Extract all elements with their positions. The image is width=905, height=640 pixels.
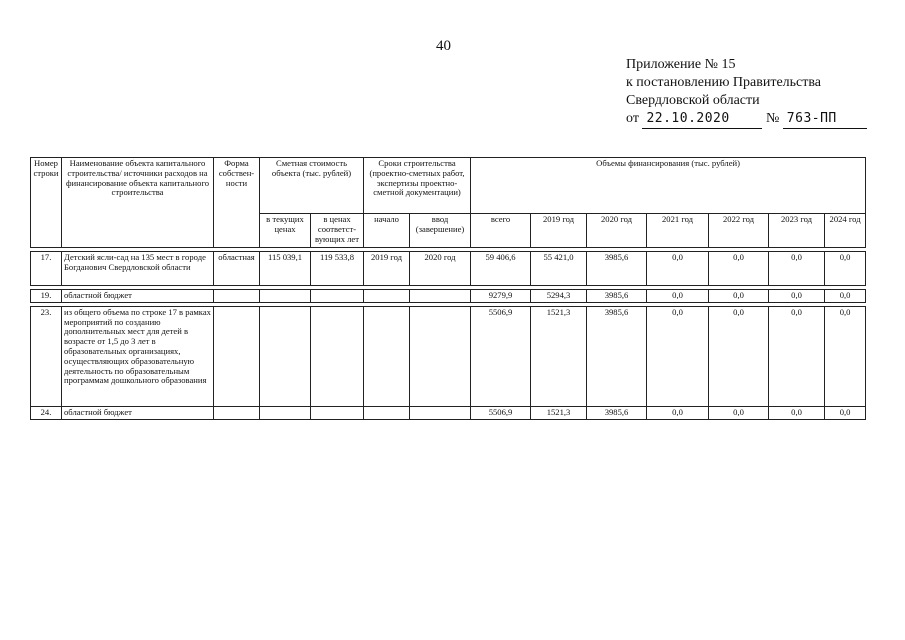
row-2022: 0,0: [709, 406, 769, 419]
row-corresponding-prices: [311, 306, 364, 406]
appendix-title: Приложение № 15: [626, 57, 736, 72]
row-current-prices: [260, 406, 311, 419]
row-ownership: областная: [214, 252, 260, 286]
row-total: 5506,9: [471, 406, 531, 419]
header-object-name: Наименование объекта капитального строительства/ источники расходов на финансирование объекта капитального строительства: [62, 158, 214, 248]
row-2019: 55 421,0: [531, 252, 587, 286]
row-name: Детский ясли-сад на 135 мест в городе Богданович Свердловской области: [62, 252, 214, 286]
row-2020: 3985,6: [587, 252, 647, 286]
row-2020: 3985,6: [587, 290, 647, 303]
row-start: [364, 290, 410, 303]
row-current-prices: [260, 306, 311, 406]
header-completion: ввод (завершение): [410, 214, 471, 248]
header-2024: 2024 год: [825, 214, 866, 248]
row-total: 9279,9: [471, 290, 531, 303]
header-estimated-cost: Сметная стоимость объекта (тыс. рублей): [260, 158, 364, 214]
row-start: [364, 406, 410, 419]
row-name: областной бюджет: [62, 406, 214, 419]
row-2021: 0,0: [647, 252, 709, 286]
appendix-date-line: [626, 110, 867, 129]
page-number: 40: [436, 38, 451, 54]
header-2021: 2021 год: [647, 214, 709, 248]
table-row: [31, 406, 866, 419]
row-corresponding-prices: 119 533,8: [311, 252, 364, 286]
appendix-region-line: Свердловской области: [626, 93, 760, 108]
row-corresponding-prices: [311, 406, 364, 419]
row-completion: [410, 306, 471, 406]
row-2019: 1521,3: [531, 306, 587, 406]
row-2022: 0,0: [709, 290, 769, 303]
row-current-prices: 115 039,1: [260, 252, 311, 286]
row-2023: 0,0: [769, 406, 825, 419]
row-completion: 2020 год: [410, 252, 471, 286]
header-2019: 2019 год: [531, 214, 587, 248]
row-completion: [410, 290, 471, 303]
financing-table: [30, 157, 866, 420]
row-2021: 0,0: [647, 406, 709, 419]
row-2021: 0,0: [647, 306, 709, 406]
table-row: [31, 252, 866, 286]
header-financing: Объемы финансирования (тыс. рублей): [471, 158, 866, 214]
row-2024: 0,0: [825, 406, 866, 419]
table-row: [31, 306, 866, 406]
row-corresponding-prices: [311, 290, 364, 303]
row-2019: 5294,3: [531, 290, 587, 303]
number-label: №: [765, 111, 780, 126]
row-2024: 0,0: [825, 290, 866, 303]
header-ownership: Форма собствен-ности: [214, 158, 260, 248]
row-2020: 3985,6: [587, 406, 647, 419]
header-start: начало: [364, 214, 410, 248]
row-number: 23.: [31, 306, 62, 406]
ot-label: от: [626, 111, 639, 126]
row-2023: 0,0: [769, 290, 825, 303]
row-2024: 0,0: [825, 252, 866, 286]
row-2021: 0,0: [647, 290, 709, 303]
header-deadlines: Сроки строительства (проектно-сметных работ, экспертизы проектно-сметной документации): [364, 158, 471, 214]
row-completion: [410, 406, 471, 419]
row-2022: 0,0: [709, 306, 769, 406]
table-row: [31, 290, 866, 303]
header-2022: 2022 год: [709, 214, 769, 248]
header-total: всего: [471, 214, 531, 248]
row-2019: 1521,3: [531, 406, 587, 419]
row-number: 24.: [31, 406, 62, 419]
row-current-prices: [260, 290, 311, 303]
appendix-resolution-line: к постановлению Правительства: [626, 75, 822, 90]
header-current-prices: в текущих ценах: [260, 214, 311, 248]
row-ownership: [214, 406, 260, 419]
row-ownership: [214, 290, 260, 303]
row-2020: 3985,6: [587, 306, 647, 406]
row-start: [364, 306, 410, 406]
row-ownership: [214, 306, 260, 406]
document-date: 22.10.2020: [642, 110, 762, 129]
document-number: 763-ПП: [783, 110, 867, 129]
row-total: 59 406,6: [471, 252, 531, 286]
row-number: 17.: [31, 252, 62, 286]
row-name: из общего объема по строке 17 в рамках мероприятий по созданию дополнительных мест для детей в возрасте от 1,5 до 3 лет в образовательных организациях, осуществляющих образовательную деятельность по образовательным программам дошкольного образования: [62, 306, 214, 406]
header-corresponding-prices: в ценах соответст-вующих лет: [311, 214, 364, 248]
row-2023: 0,0: [769, 306, 825, 406]
header-2023: 2023 год: [769, 214, 825, 248]
row-total: 5506,9: [471, 306, 531, 406]
appendix-header: [626, 56, 867, 129]
row-2022: 0,0: [709, 252, 769, 286]
header-row-number: Номер строки: [31, 158, 62, 248]
row-start: 2019 год: [364, 252, 410, 286]
row-name: областной бюджет: [62, 290, 214, 303]
row-2024: 0,0: [825, 306, 866, 406]
row-2023: 0,0: [769, 252, 825, 286]
header-2020: 2020 год: [587, 214, 647, 248]
row-number: 19.: [31, 290, 62, 303]
